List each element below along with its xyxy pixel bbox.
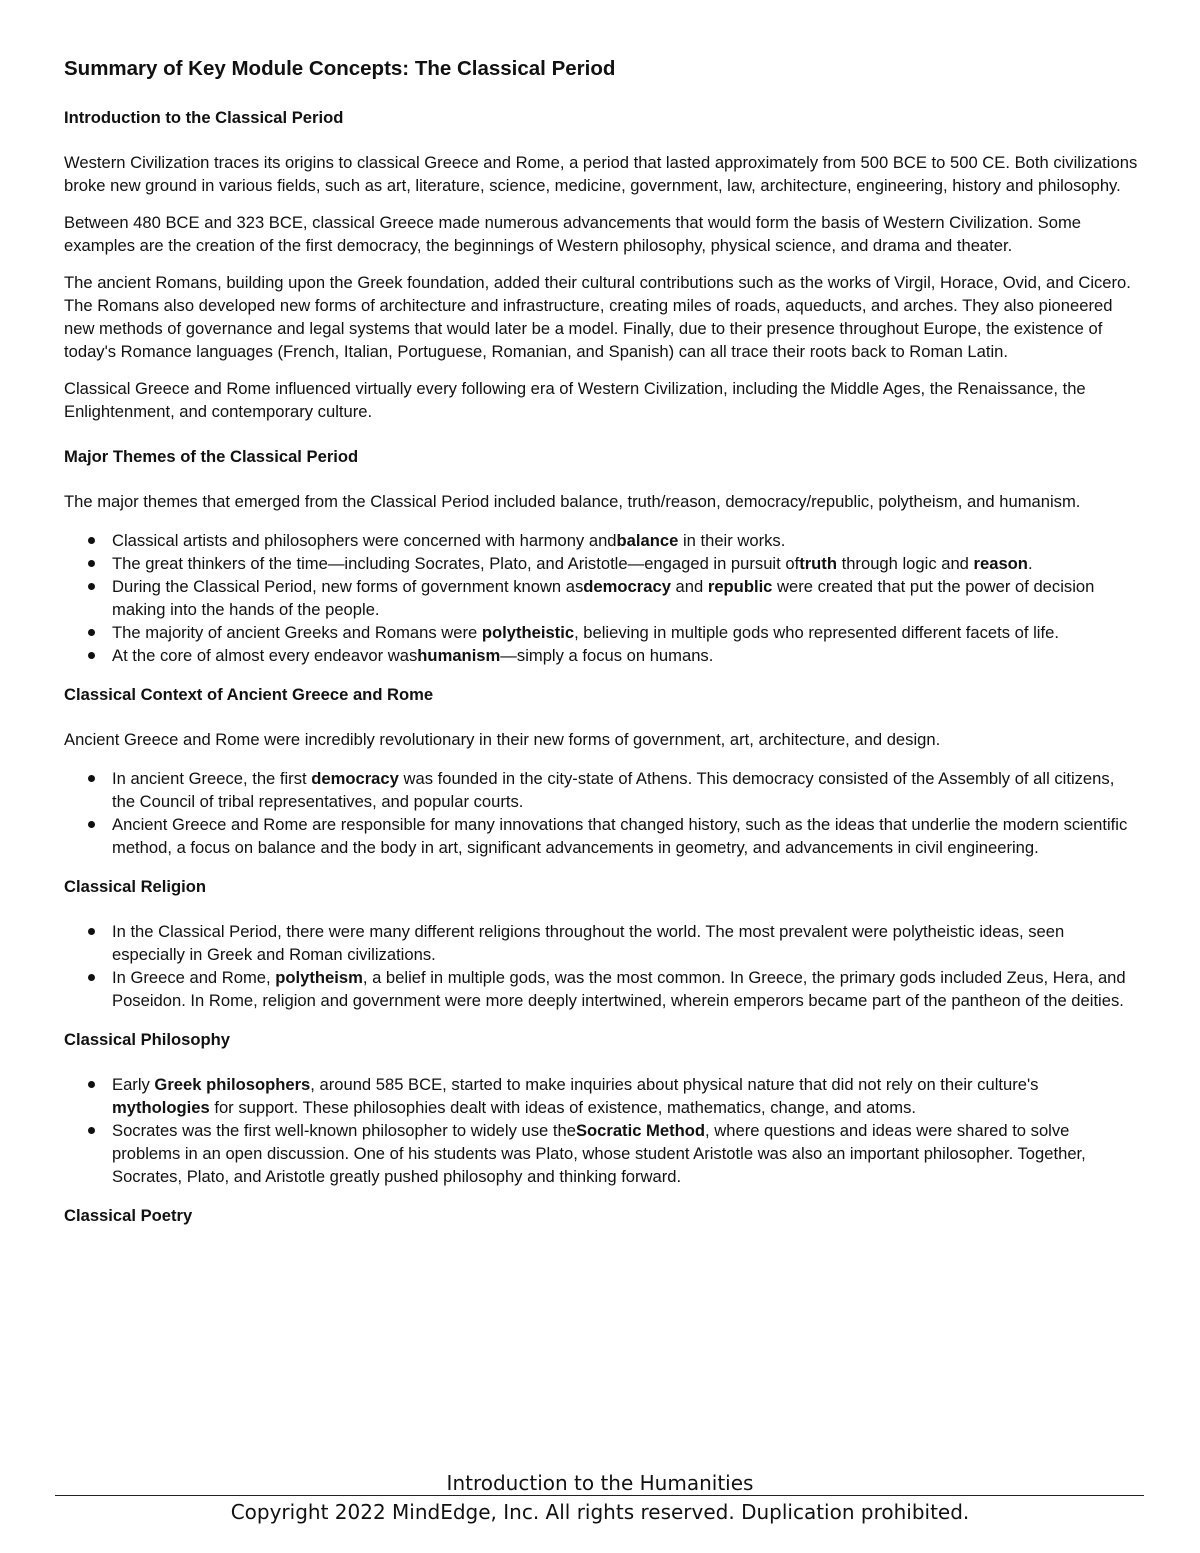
religion-list	[64, 920, 1140, 1012]
key-term: polytheistic	[481, 623, 575, 642]
section-heading-classical-context: Classical Context of Ancient Greece and Rome	[64, 685, 434, 704]
paragraph: Classical Greece and Rome influenced virtually every following era of Western Civilization, including the Middle Ages, the Renaissance, the Enlightenment, and contemporary culture.	[64, 379, 1086, 421]
list-item: Ancient Greece and Rome are responsible for many innovations that changed history, such as the ideas that underlie the modern scientific method, a focus on balance and the body in art, significant advancements in geometry, and advancements in civil engineering.	[112, 813, 1140, 859]
key-term: mythologies	[112, 1098, 210, 1117]
bullet-icon	[88, 537, 95, 544]
document-title: Summary of Key Module Concepts: The Classical Period	[64, 57, 616, 80]
bullet-icon	[88, 583, 95, 590]
bullet-icon	[88, 775, 95, 782]
section-heading-introduction: Introduction to the Classical Period	[64, 108, 344, 127]
bullet-icon	[88, 1127, 95, 1134]
paragraph: Western Civilization traces its origins to classical Greece and Rome, a period that lasted approximately from 500 BCE to 500 CE. Both civilizations broke new ground in various fields, such as art, literature, science, medicine, government, law, architecture, engineering, history and philosophy.	[64, 153, 1138, 195]
context-list	[64, 767, 1140, 859]
document-page	[64, 55, 1140, 1249]
bullet-icon	[88, 821, 95, 828]
section-heading-classical-religion: Classical Religion	[64, 877, 207, 896]
key-term: reason	[973, 554, 1028, 573]
philosophy-list	[64, 1073, 1140, 1188]
key-term: humanism	[417, 646, 501, 665]
list-item: At the core of almost every endeavor washumanism—simply a focus on humans.	[112, 644, 1140, 667]
list-item: Classical artists and philosophers were concerned with harmony andbalance in their works.	[112, 529, 1140, 552]
list-item: In Greece and Rome, polytheism, a belief in multiple gods, was the most common. In Greece, the primary gods included Zeus, Hera, and Poseidon. In Rome, religion and government were more deeply intertwined, wherein emperors became part of the pantheon of the deities.	[112, 966, 1140, 1012]
bullet-icon	[88, 974, 95, 981]
paragraph: Ancient Greece and Rome were incredibly revolutionary in their new forms of government, art, architecture, and design.	[64, 730, 941, 749]
themes-list	[64, 529, 1140, 667]
list-item: Socrates was the first well-known philosopher to widely use theSocratic Method, where questions and ideas were shared to solve problems in an open discussion. One of his students was Plato, whose student Aristotle was also an important philosopher. Together, Socrates, Plato, and Aristotle greatly pushed philosophy and thinking forward.	[112, 1119, 1140, 1188]
bullet-icon	[88, 1081, 95, 1088]
paragraph: The major themes that emerged from the Classical Period included balance, truth/reason, democracy/republic, polytheism, and humanism.	[64, 492, 1081, 511]
key-term: truth	[799, 554, 837, 573]
list-item: Early Greek philosophers, around 585 BCE, started to make inquiries about physical nature that did not rely on their culture's mythologies for support. These philosophies dealt with ideas of existence, mathematics, change, and atoms.	[112, 1073, 1140, 1119]
list-item: In the Classical Period, there were many different religions throughout the world. The most prevalent were polytheistic ideas, seen especially in Greek and Roman civilizations.	[112, 920, 1140, 966]
key-term: democracy	[311, 769, 399, 788]
key-term: republic	[707, 577, 773, 596]
bullet-icon	[88, 560, 95, 567]
footer-course-title: Introduction to the Humanities	[446, 1471, 754, 1495]
key-term: polytheism	[275, 968, 363, 987]
key-term: Socratic Method	[575, 1121, 706, 1140]
section-heading-classical-philosophy: Classical Philosophy	[64, 1030, 230, 1049]
list-item: During the Classical Period, new forms of government known asdemocracy and republic were created that put the power of decision making into the hands of the people.	[112, 575, 1140, 621]
section-heading-major-themes: Major Themes of the Classical Period	[64, 447, 359, 466]
list-item: The great thinkers of the time—including Socrates, Plato, and Aristotle—engaged in pursuit oftruth through logic and reason.	[112, 552, 1140, 575]
bullet-icon	[88, 629, 95, 636]
paragraph: Between 480 BCE and 323 BCE, classical Greece made numerous advancements that would form the basis of Western Civilization. Some examples are the creation of the first democracy, the beginnings of Western philosophy, physical science, and drama and theater.	[64, 213, 1082, 255]
bullet-icon	[88, 928, 95, 935]
key-term: Greek philosophers	[154, 1075, 311, 1094]
list-item: The majority of ancient Greeks and Romans were polytheistic, believing in multiple gods who represented different facets of life.	[112, 621, 1140, 644]
key-term: balance	[616, 531, 679, 550]
footer-copyright: Copyright 2022 MindEdge, Inc. All rights reserved. Duplication prohibited.	[230, 1500, 970, 1524]
footer-divider	[55, 1495, 1144, 1496]
key-term: democracy	[583, 577, 671, 596]
section-heading-classical-poetry: Classical Poetry	[64, 1206, 193, 1225]
bullet-icon	[88, 652, 95, 659]
list-item: In ancient Greece, the first democracy was founded in the city-state of Athens. This democracy consisted of the Assembly of all citizens, the Council of tribal representatives, and popular courts.	[112, 767, 1140, 813]
paragraph: The ancient Romans, building upon the Greek foundation, added their cultural contributions such as the works of Virgil, Horace, Ovid, and Cicero. The Romans also developed new forms of architecture and infrastructure, creating miles of roads, aqueducts, and arches. They also pioneered new methods of governance and legal systems that would later be a model. Finally, due to their presence throughout Europe, the existence of today's Romance languages (French, Italian, Portuguese, Romanian, and Spanish) can all trace their roots back to Roman Latin.	[64, 273, 1131, 361]
